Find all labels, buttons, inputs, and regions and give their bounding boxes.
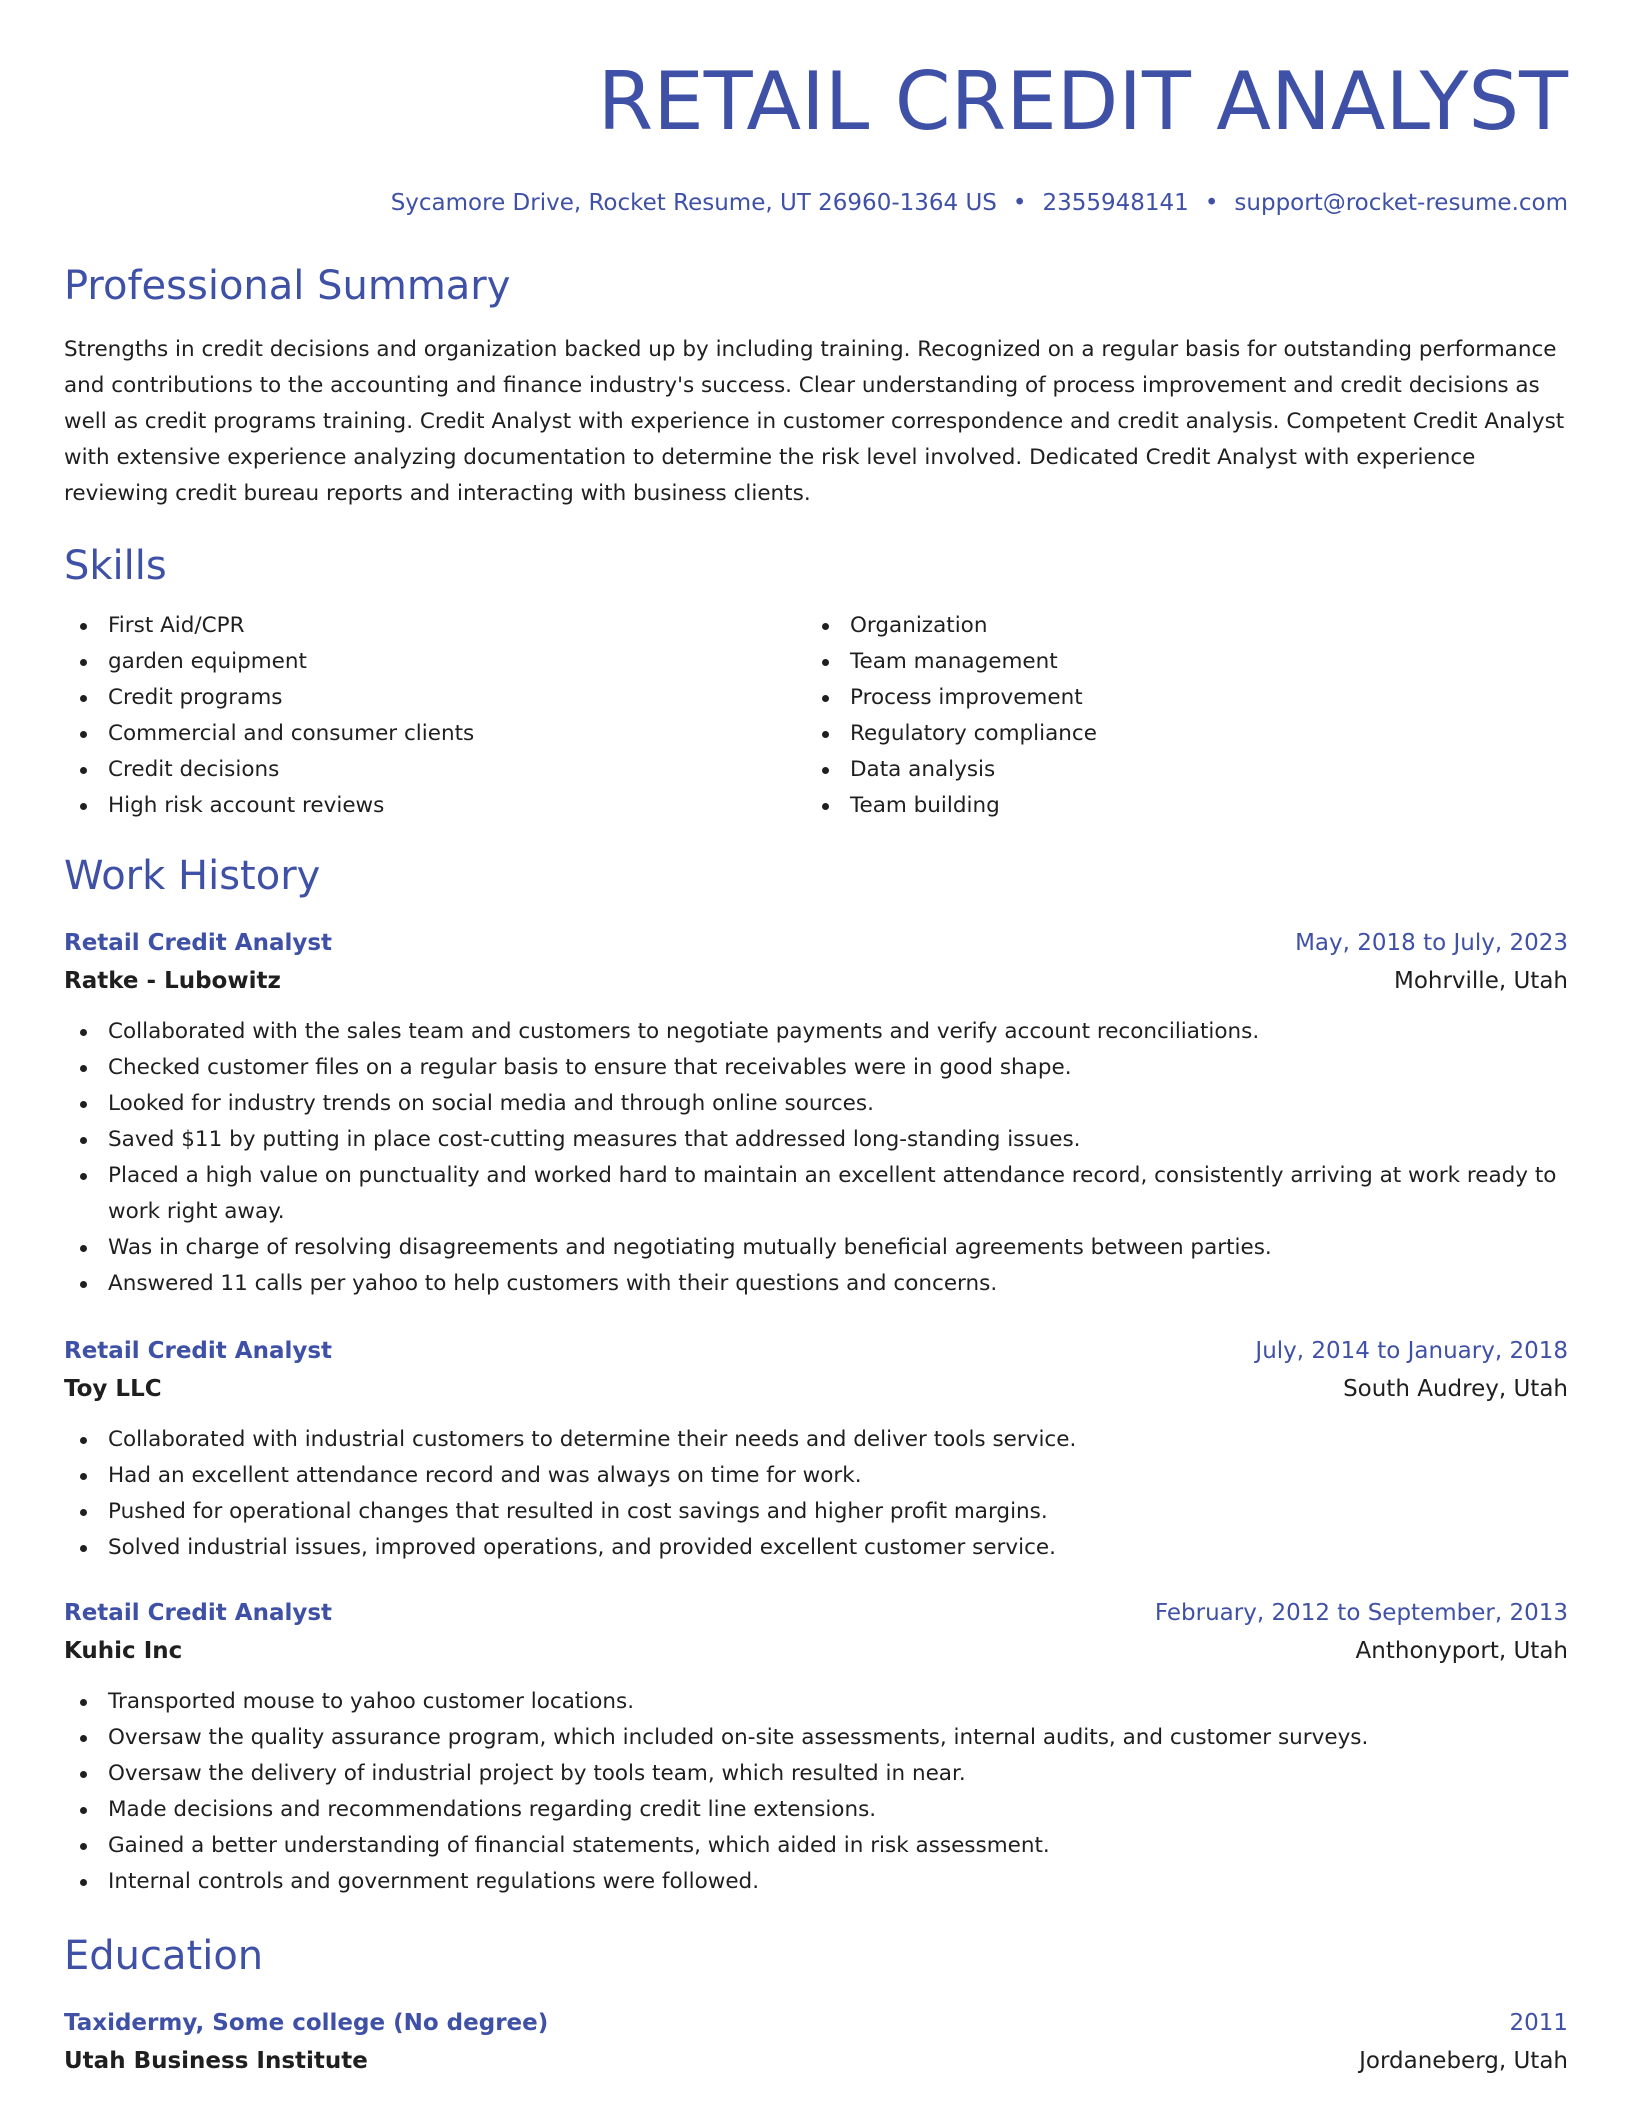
education-year: 2011	[1509, 2010, 1568, 2036]
skill-item: Organization	[806, 608, 1548, 644]
job-bullet: Transported mouse to yahoo customer locations.	[64, 1684, 1568, 1720]
contact-line	[64, 188, 1568, 218]
skill-item: High risk account reviews	[64, 788, 806, 824]
job-company: Toy LLC	[64, 1376, 162, 1402]
education-header	[64, 2006, 1568, 2040]
job-subheader	[64, 964, 1568, 998]
skill-item: Data analysis	[806, 752, 1548, 788]
job-dates: May, 2018 to July, 2023	[1295, 930, 1568, 956]
job-entry	[64, 926, 1568, 1302]
job-header	[64, 1596, 1568, 1630]
section-title-summary: Professional Summary	[64, 263, 511, 309]
job-bullet: Checked customer files on a regular basis to ensure that receivables were in good shape.	[64, 1050, 1568, 1086]
resume-header	[64, 52, 1568, 218]
education-subheader	[64, 2044, 1568, 2078]
job-dates: February, 2012 to September, 2013	[1154, 1600, 1568, 1626]
education-location: Jordaneberg, Utah	[1359, 2048, 1568, 2074]
job-bullet: Pushed for operational changes that resulted in cost savings and higher profit margins.	[64, 1494, 1568, 1530]
section-title-education: Education	[64, 1933, 264, 1979]
section-title-skills: Skills	[64, 543, 167, 589]
job-subheader	[64, 1372, 1568, 1406]
job-bullet: Saved $11 by putting in place cost-cutting measures that addressed long-standing issues.	[64, 1122, 1568, 1158]
job-bullets	[64, 1422, 1568, 1566]
section-title-work-history: Work History	[64, 853, 321, 899]
job-dates: July, 2014 to January, 2018	[1255, 1338, 1568, 1364]
job-title: Retail Credit Analyst	[64, 930, 333, 956]
job-location: Anthonyport, Utah	[1355, 1638, 1568, 1664]
skill-item: First Aid/CPR	[64, 608, 806, 644]
skill-item: Team management	[806, 644, 1548, 680]
contact-separator: •	[1012, 190, 1027, 216]
job-bullet: Placed a high value on punctuality and worked hard to maintain an excellent attendance record, consistently arriving at work ready to work right away.	[64, 1158, 1568, 1230]
job-entry	[64, 1596, 1568, 1900]
skill-item: Commercial and consumer clients	[64, 716, 806, 752]
job-location: South Audrey, Utah	[1343, 1376, 1568, 1402]
contact-email: support@rocket-resume.com	[1234, 190, 1568, 216]
job-bullet: Made decisions and recommendations regarding credit line extensions.	[64, 1792, 1568, 1828]
skills-grid	[64, 608, 1568, 824]
job-bullet: Had an excellent attendance record and was always on time for work.	[64, 1458, 1568, 1494]
education-entry	[64, 2006, 1568, 2078]
contact-address: Sycamore Drive, Rocket Resume, UT 26960-1364 US	[390, 190, 997, 216]
job-bullet: Oversaw the delivery of industrial project by tools team, which resulted in near.	[64, 1756, 1568, 1792]
skill-item: Regulatory compliance	[806, 716, 1548, 752]
job-subheader	[64, 1634, 1568, 1668]
skill-item: Credit decisions	[64, 752, 806, 788]
job-title: Retail Credit Analyst	[64, 1338, 333, 1364]
job-bullet: Collaborated with industrial customers to determine their needs and deliver tools service.	[64, 1422, 1568, 1458]
job-entry	[64, 1334, 1568, 1566]
job-bullets	[64, 1014, 1568, 1302]
job-bullets	[64, 1684, 1568, 1900]
contact-separator: •	[1204, 190, 1219, 216]
job-bullet: Collaborated with the sales team and customers to negotiate payments and verify account reconciliations.	[64, 1014, 1568, 1050]
job-bullet: Internal controls and government regulations were followed.	[64, 1864, 1568, 1900]
job-company: Kuhic Inc	[64, 1638, 183, 1664]
job-bullet: Solved industrial issues, improved operations, and provided excellent customer service.	[64, 1530, 1568, 1566]
skills-column-right	[806, 608, 1548, 824]
skill-item: Credit programs	[64, 680, 806, 716]
job-bullet: Answered 11 calls per yahoo to help customers with their questions and concerns.	[64, 1266, 1568, 1302]
education-school: Utah Business Institute	[64, 2048, 368, 2074]
job-bullet: Oversaw the quality assurance program, which included on-site assessments, internal audits, and customer surveys.	[64, 1720, 1568, 1756]
job-bullet: Was in charge of resolving disagreements and negotiating mutually beneficial agreements between parties.	[64, 1230, 1568, 1266]
summary-text: Strengths in credit decisions and organization backed up by including training. Recognized on a regular basis for outstanding performance and contributions to the accounting and finance industry's success. Clear understanding of process improvement and credit decisions as well as credit programs training. Credit Analyst with experience in customer correspondence and credit analysis. Competent Credit Analyst with extensive experience analyzing documentation to determine the risk level involved. Dedicated Credit Analyst with experience reviewing credit bureau reports and interacting with business clients.	[64, 337, 1565, 506]
contact-phone: 2355948141	[1042, 190, 1189, 216]
skill-item: Team building	[806, 788, 1548, 824]
candidate-title: RETAIL CREDIT ANALYST	[597, 55, 1568, 148]
job-bullet: Gained a better understanding of financial statements, which aided in risk assessment.	[64, 1828, 1568, 1864]
job-bullet: Looked for industry trends on social media and through online sources.	[64, 1086, 1568, 1122]
skill-item: Process improvement	[806, 680, 1548, 716]
job-location: Mohrville, Utah	[1393, 968, 1568, 994]
job-header	[64, 1334, 1568, 1368]
job-title: Retail Credit Analyst	[64, 1600, 333, 1626]
job-header	[64, 926, 1568, 960]
job-company: Ratke - Lubowitz	[64, 968, 281, 994]
skills-column-left	[64, 608, 806, 824]
education-degree: Taxidermy, Some college (No degree)	[64, 2010, 549, 2036]
skill-item: garden equipment	[64, 644, 806, 680]
